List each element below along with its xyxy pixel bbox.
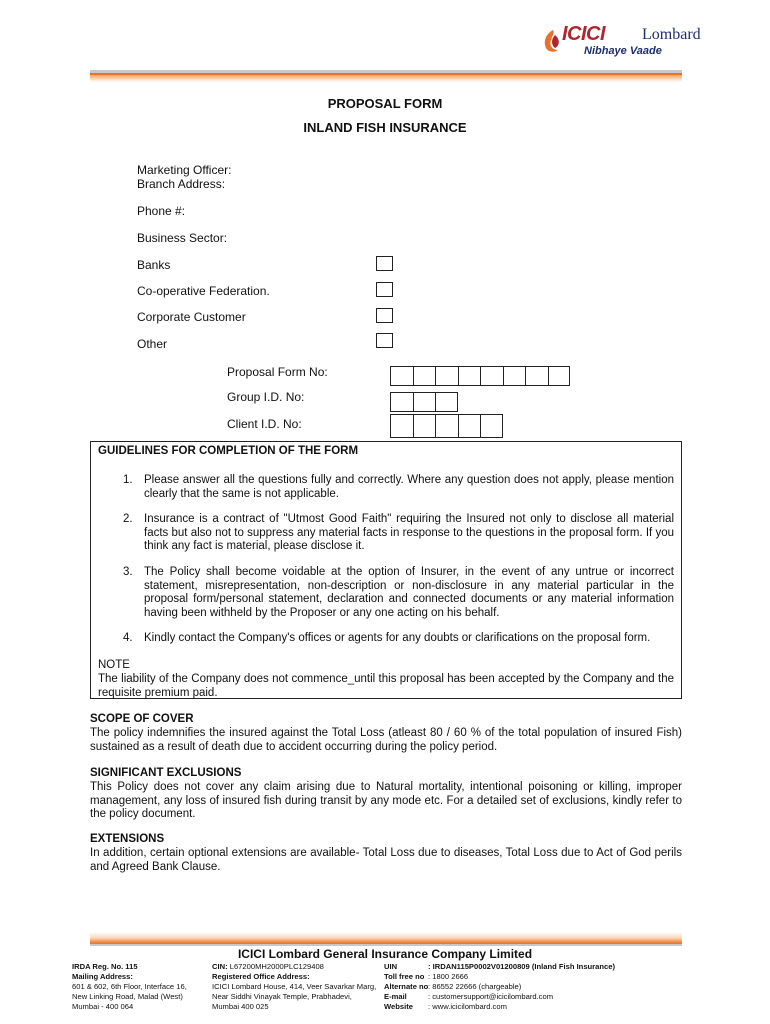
- website-value[interactable]: : www.icicilombard.com: [428, 1002, 507, 1011]
- guideline-text: Please answer all the questions fully and correctly. Where any question does not apply, please mention clearly that the same is not applicable.: [144, 474, 674, 500]
- digit-cell[interactable]: [480, 414, 503, 438]
- sector-checkbox-other[interactable]: [376, 333, 393, 348]
- registered-address-line: Mumbai 400 025: [212, 1002, 269, 1011]
- alternate-value: : 86552 22666 (chargeable): [428, 982, 522, 991]
- footer-contact-values: [428, 962, 615, 1012]
- uin-label: UIN: [384, 962, 398, 971]
- guideline-number: 2.: [123, 513, 133, 525]
- logo-text-lombard: Lombard: [642, 26, 701, 43]
- group-id-input[interactable]: [390, 392, 458, 412]
- digit-cell[interactable]: [413, 414, 436, 438]
- guidelines-box: [90, 441, 682, 699]
- footer-registered-block: [212, 962, 376, 1012]
- digit-cell[interactable]: [435, 414, 458, 438]
- registered-address-line: Near Siddhi Vinayak Temple, Prabhadevi,: [212, 992, 352, 1001]
- header-divider: [90, 70, 682, 82]
- proposal-form-no-input[interactable]: [390, 366, 570, 386]
- digit-cell[interactable]: [390, 392, 413, 412]
- footer-company-name: ICICI Lombard General Insurance Company Limited: [237, 947, 533, 961]
- guideline-number: 1.: [123, 474, 133, 486]
- guideline-text: Kindly contact the Company's offices or agents for any doubts or clarifications on the proposal form.: [144, 632, 651, 644]
- logo-text-icici: ICICI: [562, 23, 606, 45]
- section-text-scope: The policy indemnifies the insured against the Total Loss (atleast 80 / 60 % of the total population of insured Fish) sustained as a result of death due to accident occurring during the policy period.: [90, 727, 682, 753]
- website-label: Website: [384, 1002, 413, 1011]
- guideline-text: Insurance is a contract of "Utmost Good Faith" requiring the Insured not only to disclose all material facts but also not to suppress any material facts in response to the questions in the proposal form. If you think any fact is material, please disclose it.: [144, 513, 674, 552]
- client-id-label: Client I.D. No:: [227, 417, 302, 431]
- section-heading-exclusions: SIGNIFICANT EXCLUSIONS: [90, 767, 242, 779]
- note-text: The liability of the Company does not commence_until this proposal has been accepted by the Company and the requisite premium paid.: [98, 673, 674, 699]
- phone-label: Phone #:: [137, 204, 186, 218]
- digit-cell[interactable]: [458, 414, 481, 438]
- proposal-form-no-label: Proposal Form No:: [227, 365, 328, 379]
- cin-label: CIN:: [212, 962, 228, 971]
- guideline-text: The Policy shall become voidable at the option of Insurer, in the event of any untrue or incorrect statement, misrepresentation, non-description or non-disclosure in any material particular in the proposal form/personal statement, declaration and connected documents or any material information having been withheld by the Proposer or any one acting on his behalf.: [144, 566, 674, 619]
- section-text-extensions: In addition, certain optional extensions are available- Total Loss due to diseases, Total Loss due to Act of God perils and Agreed Bank Clause.: [90, 847, 682, 873]
- note-title: NOTE: [98, 659, 130, 671]
- email-label: E-mail: [384, 992, 407, 1001]
- digit-cell[interactable]: [413, 366, 436, 386]
- sector-label-cooperative: Co-operative Federation.: [137, 284, 270, 298]
- guidelines-title: GUIDELINES FOR COMPLETION OF THE FORM: [98, 445, 359, 457]
- company-logo: [540, 22, 715, 58]
- sector-checkbox-cooperative[interactable]: [376, 282, 393, 297]
- mailing-address-line: Mumbai - 400 064: [72, 1002, 134, 1011]
- mailing-address-line: 601 & 602, 6th Floor, Interface 16,: [72, 982, 187, 991]
- digit-cell[interactable]: [480, 366, 503, 386]
- form-subtitle: INLAND FISH INSURANCE: [303, 120, 467, 135]
- sector-checkbox-banks[interactable]: [376, 256, 393, 271]
- section-heading-scope: SCOPE OF COVER: [90, 713, 194, 725]
- email-value[interactable]: : customersupport@icicilombard.com: [428, 992, 554, 1001]
- digit-cell[interactable]: [390, 414, 413, 438]
- alternate-label: Alternate no: [384, 982, 429, 991]
- cin-value: L67200MH2000PLC129408: [229, 962, 324, 971]
- digit-cell[interactable]: [458, 366, 481, 386]
- guideline-number: 4.: [123, 632, 133, 644]
- tollfree-value: : 1800 2666: [428, 972, 469, 981]
- group-id-label: Group I.D. No:: [227, 390, 305, 404]
- logo-tagline: Nibhaye Vaade: [584, 45, 662, 57]
- uin-value: : IRDAN115P0002V01200809 (Inland Fish Insurance): [428, 962, 615, 971]
- footer-mailing-block: [72, 962, 187, 1012]
- section-text-exclusions: This Policy does not cover any claim arising due to Natural mortality, intentional poisoning or killing, improper management, any loss of insured fish during transit by any mode etc. For a detailed set of exclusions, kindly refer to the policy document.: [90, 781, 682, 820]
- marketing-officer-label: Marketing Officer:: [137, 163, 232, 177]
- sector-label-corporate: Corporate Customer: [137, 310, 246, 324]
- digit-cell[interactable]: [435, 392, 458, 412]
- guideline-number: 3.: [123, 566, 133, 578]
- footer-divider: [90, 932, 682, 946]
- client-id-input[interactable]: [390, 414, 503, 438]
- digit-cell[interactable]: [525, 366, 548, 386]
- sector-checkbox-corporate[interactable]: [376, 308, 393, 323]
- digit-cell[interactable]: [548, 366, 571, 386]
- digit-cell[interactable]: [390, 366, 413, 386]
- form-title: PROPOSAL FORM: [327, 96, 443, 111]
- section-heading-extensions: EXTENSIONS: [90, 833, 165, 845]
- irda-reg: IRDA Reg. No. 115: [72, 962, 138, 971]
- registered-address-line: ICICI Lombard House, 414, Veer Savarkar Marg,: [212, 982, 377, 991]
- digit-cell[interactable]: [413, 392, 436, 412]
- mailing-address-label: Mailing Address:: [72, 972, 133, 981]
- tollfree-label: Toll free no: [384, 972, 425, 981]
- branch-address-label: Branch Address:: [137, 177, 226, 191]
- footer-contact-labels: [384, 962, 430, 1012]
- digit-cell[interactable]: [503, 366, 526, 386]
- business-sector-label: Business Sector:: [137, 231, 228, 245]
- mailing-address-line: New Linking Road, Malad (West): [72, 992, 183, 1001]
- sector-label-banks: Banks: [137, 258, 171, 272]
- registered-office-label: Registered Office Address:: [212, 972, 310, 981]
- digit-cell[interactable]: [435, 366, 458, 386]
- sector-label-other: Other: [137, 337, 168, 351]
